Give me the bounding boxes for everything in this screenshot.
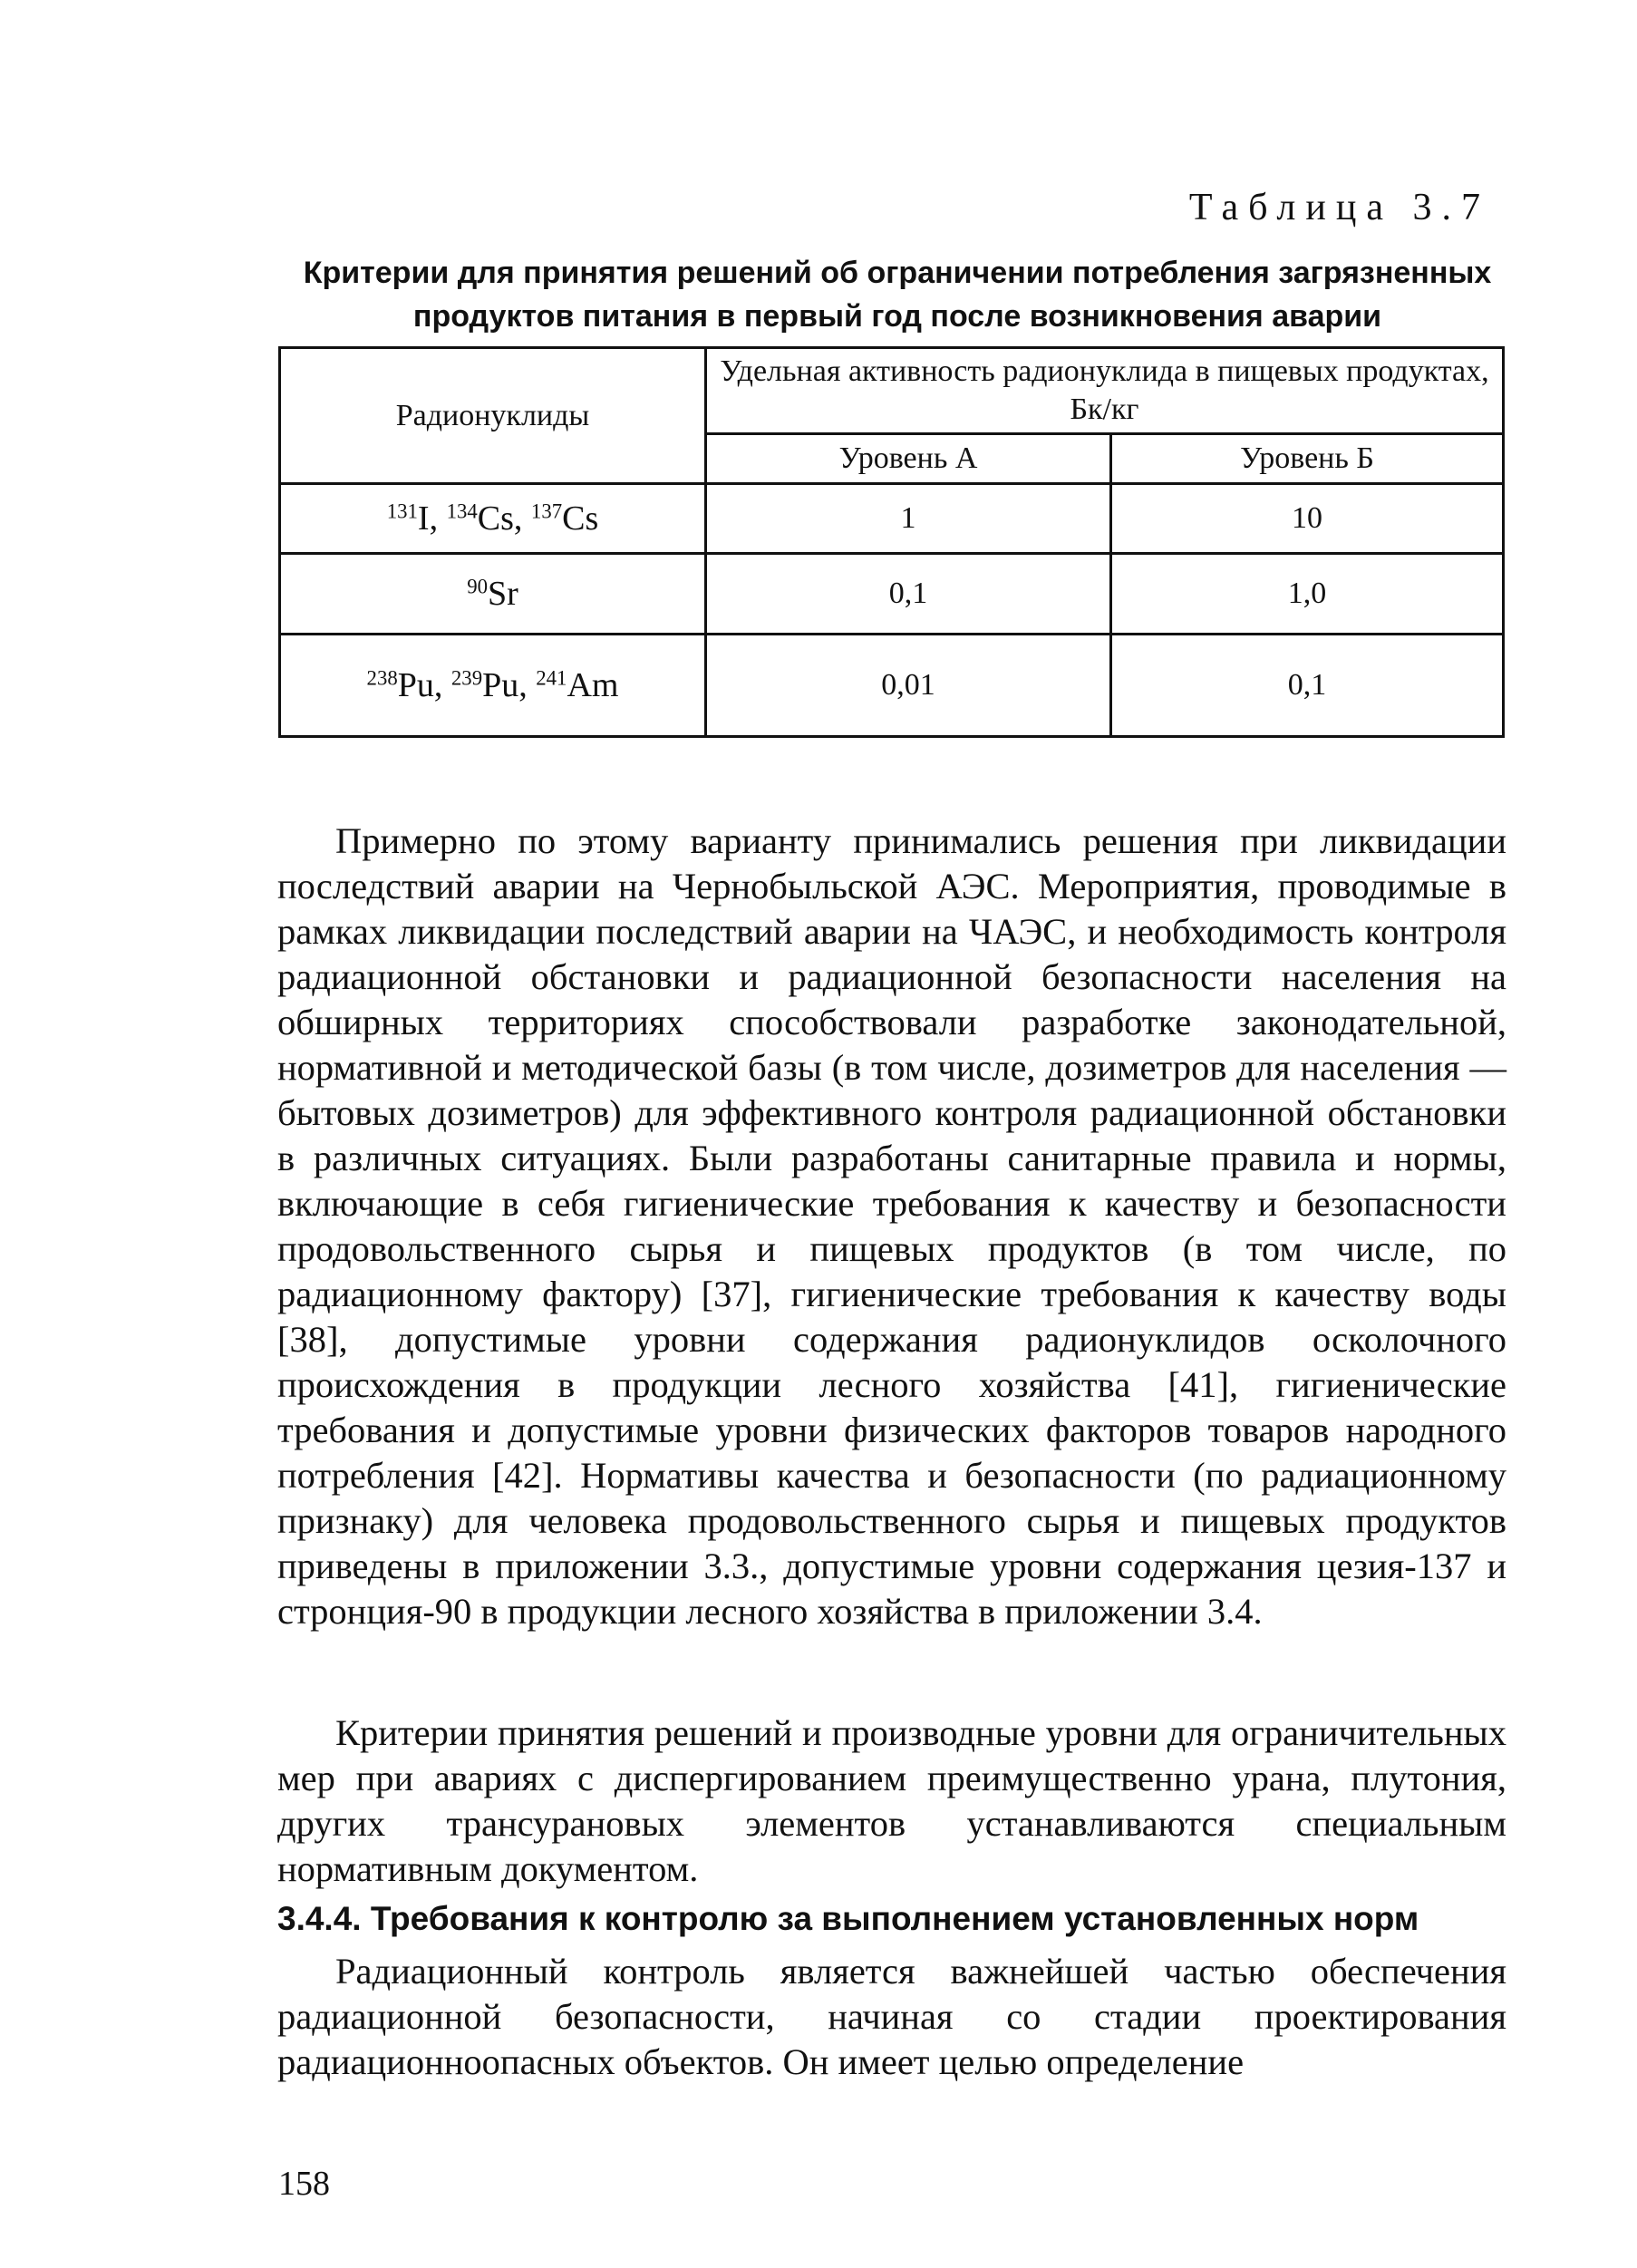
mass-number: 239	[450, 666, 483, 690]
element-symbol: Pu,	[482, 666, 537, 704]
header-level-b: Уровень Б	[1111, 434, 1504, 484]
mass-number: 241	[536, 666, 567, 690]
element-symbol: Pu,	[397, 666, 451, 704]
level-a-cell: 1	[706, 484, 1111, 554]
section-heading: 3.4.4. Требования к контролю за выполнением установленных норм	[277, 1900, 1419, 1937]
body-paragraph: Примерно по этому варианту принимались решения при ликвидации последствий аварии на Чернобыльской АЭС. Мероприятия, проводимые в рамках ликвидации последствий аварии на ЧАЭС, и необходимость контроля радиационной обстановки и радиационной безопасности населения на обширных территориях способствовали разработке законодательной, нормативной и методической базы (в том числе, дозиметров для населения — бытовых дозиметров) для эффективного контроля радиационной обстановки в различных ситуациях. Были разработаны санитарные правила и нормы, включающие в себя гигиенические требования к качеству и безопасности продовольственного сырья и пищевых продуктов (в том числе, по радиационному фактору) [37], гигиенические требования к качеству воды [38], допустимые уровни содержания радионуклидов осколочного происхождения в продукции лесного хозяйства [41], гигиенические требования и допустимые уровни физических факторов товаров народного потребления [42]. Нормативы качества и безопасности (по радиационному признаку) для человека продовольственного сырья и пищевых продуктов приведены в приложении 3.3., допустимые уровни содержания цезия-137 и стронция-90 в продукции лесного хозяйства в приложении 3.4.	[277, 820, 1506, 1632]
body-paragraph: Критерии принятия решений и производные уровни для ограничительных мер при авариях с диспергированием преимущественно урана, плутония, других трансурановых элементов устанавливаются специальным нормативным документом.	[277, 1712, 1506, 1889]
table-row	[280, 635, 1504, 737]
mass-number: 238	[366, 666, 398, 690]
header-activity: Удельная активность радионуклида в пищевых продуктах, Бк/кг	[706, 348, 1504, 434]
table-row	[280, 484, 1504, 554]
level-a-cell: 0,01	[706, 635, 1111, 737]
element-symbol: Am	[567, 666, 619, 704]
mass-number: 134	[446, 499, 478, 523]
criteria-table	[278, 346, 1505, 738]
nuclide-cell	[280, 635, 706, 737]
table-title: Критерии для принятия решений об ограничении потребления загрязненных продуктов питания в первый год после возникновения аварии	[303, 256, 1492, 334]
header-level-a: Уровень А	[706, 434, 1111, 484]
element-symbol: Cs	[562, 499, 599, 538]
body-paragraph: Радиационный контроль является важнейшей частью обеспечения радиационной безопасности, начиная со стадии проектирования радиационноопасных объектов. Он имеет целью определение	[277, 1951, 1506, 2082]
element-symbol: Cs,	[477, 499, 531, 538]
level-b-cell: 0,1	[1111, 635, 1504, 737]
page-number: 158	[278, 2165, 330, 2203]
level-b-cell: 1,0	[1111, 554, 1504, 635]
header-nuclides: Радионуклиды	[280, 348, 706, 484]
table-number: Таблица 3.7	[1188, 187, 1490, 228]
element-symbol: Sr	[488, 575, 518, 613]
element-symbol: I,	[417, 499, 447, 538]
mass-number: 137	[530, 499, 563, 523]
nuclide-cell	[280, 554, 706, 635]
table-row	[280, 554, 1504, 635]
nuclide-cell	[280, 484, 706, 554]
level-a-cell: 0,1	[706, 554, 1111, 635]
mass-number: 131	[386, 499, 418, 523]
mass-number: 90	[467, 575, 488, 598]
level-b-cell: 10	[1111, 484, 1504, 554]
